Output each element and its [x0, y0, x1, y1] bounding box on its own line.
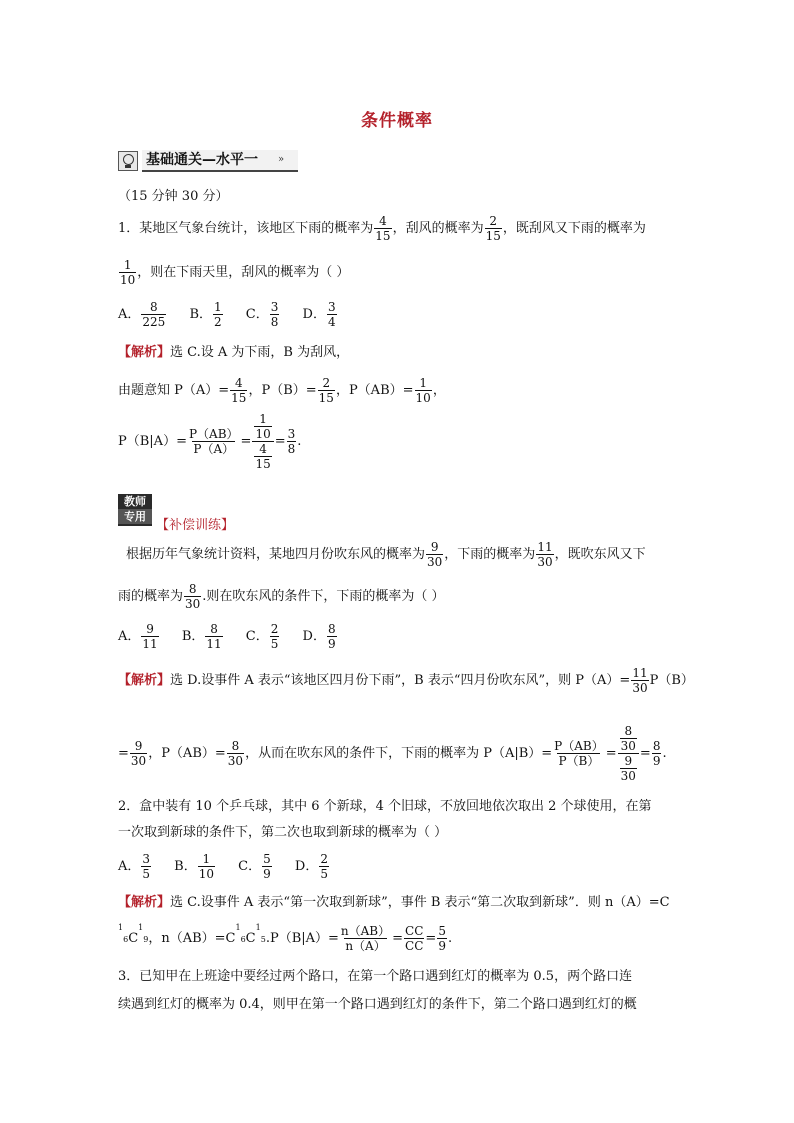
q2-line2: 一次取到新球的条件下，第二次也取到新球的概率为（ ）: [118, 825, 448, 840]
teacher-only-badge: 教师 专用: [118, 494, 152, 526]
choice-b: B． $\frac{1}{2}$: [189, 300, 222, 329]
choice-b: B． $\frac{8}{11}$: [181, 622, 222, 651]
q1-solution-3: P（B|A）= $\frac{P(AB)}{P(A)}$ = $\frac{\frac{1}{10}}{\frac{4}{15}}$ = $\frac{3}{8}$ .: [118, 412, 302, 471]
fraction: $\frac{2}{15}$: [485, 214, 501, 243]
supplementary-training-label: 【补偿训练】: [156, 518, 235, 533]
choice-a: A． $\frac{3}{5}$: [118, 852, 151, 881]
choice-a: A． $\frac{9}{11}$: [118, 622, 158, 651]
choice-d: D． $\frac{3}{4}$: [302, 300, 336, 329]
fraction: $\frac{1}{10}$: [120, 258, 136, 287]
q2-solution-2: $^16C^19$，$n(AB)=C^16C^15.P(B|A)=$ $\frac{n(AB)}{n(A)}$ = $\frac{CC}{CC}$ = $\frac{5}{9}$ .: [118, 923, 453, 953]
q1-line1: 1．某地区气象台统计，该地区下雨的概率为 $\frac{4}{15}$ ，刮风的概率为 $\frac{2}{15}$ ，既刮风又下雨的概率为: [118, 214, 646, 243]
q2-choices: [118, 852, 348, 881]
choice-b: B． $\frac{1}{10}$: [174, 852, 215, 881]
train-line1: 根据历年气象统计资料，某地四月份吹东风的概率为 $\frac{9}{30}$ ，下雨的概率为 $\frac{11}{30}$ ，既吹东风又下: [126, 540, 646, 569]
choice-c: C． $\frac{5}{9}$: [238, 852, 271, 881]
train-line2: 雨的概率为 $\frac{8}{30}$ .则在吹东风的条件下，下雨的概率为（ ）: [118, 582, 445, 611]
q1-solution-1: 【解析】选 C.设 A 为下雨，B 为刮风，: [118, 345, 350, 360]
section-label: 基础通关—水平一: [142, 150, 298, 172]
compound-fraction: $\frac{\frac{8}{30}}{\frac{9}{30}}$: [618, 724, 639, 783]
q1-solution-2: 由题意知 P（A）= $\frac{4}{15}$ ，P（B）= $\frac{2}{15}$ ，P（AB）= $\frac{1}{10}$ ，: [118, 376, 446, 405]
choice-d: D． $\frac{2}{5}$: [294, 852, 328, 881]
train-solution-2: = $\frac{9}{30}$ ，P（AB）= $\frac{8}{30}$ ，从而在吹东风的条件下，下雨的概率为 P（A|B）= $\frac{P(AB)}{P(B)}$ = $\frac{\frac{8}{30}}{\frac{9}{30}}$ = $\frac{8}{9}$ .: [118, 724, 667, 783]
q3-line1: 3．已知甲在上班途中要经过两个路口，在第一个路口遇到红灯的概率为 0.5，两个路口连: [118, 969, 633, 984]
time-score: （15 分钟 30 分）: [118, 189, 229, 204]
analysis-tag: 【解析】: [118, 345, 171, 360]
q2-line1: 2．盒中装有 10 个乒乓球，其中 6 个新球，4 个旧球，不放回地依次取出 2 个球使用，在第: [118, 799, 652, 814]
q1-choices: [118, 300, 356, 329]
choice-d: D． $\frac{8}{9}$: [302, 622, 336, 651]
choice-c: C． $\frac{2}{5}$: [245, 622, 279, 651]
q3-line2: 续遇到红灯的概率为 0.4，则甲在第一个路口遇到红灯的条件下，第二个路口遇到红灯的概: [118, 997, 637, 1012]
analysis-tag: 【解析】: [118, 673, 171, 688]
analysis-tag: 【解析】: [118, 895, 171, 910]
lightbulb-icon: [118, 151, 138, 171]
choice-c: C． $\frac{3}{8}$: [245, 300, 279, 329]
q2-solution-1: 【解析】选 C.设事件 A 表示“第一次取到新球”，事件 B 表示“第二次取到新球”．则 n（A）=C: [118, 895, 670, 910]
choice-a: A． $\frac{8}{225}$: [118, 300, 166, 329]
double-chevron-icon: »: [278, 154, 285, 165]
train-choices: [118, 622, 356, 651]
train-solution-1: 【解析】选 D.设事件 A 表示“该地区四月份下雨”，B 表示“四月份吹东风”，则 P（A）= $\frac{11}{30}$ P（B）: [118, 666, 694, 695]
q1-line2: $\frac{1}{10}$ ，则在下雨天里，刮风的概率为（ ）: [120, 258, 350, 287]
fraction: $\frac{4}{15}$: [375, 214, 391, 243]
page-title: 条件概率: [361, 111, 433, 131]
compound-fraction: $\frac{\frac{1}{10}}{\frac{4}{15}}$: [252, 412, 273, 471]
